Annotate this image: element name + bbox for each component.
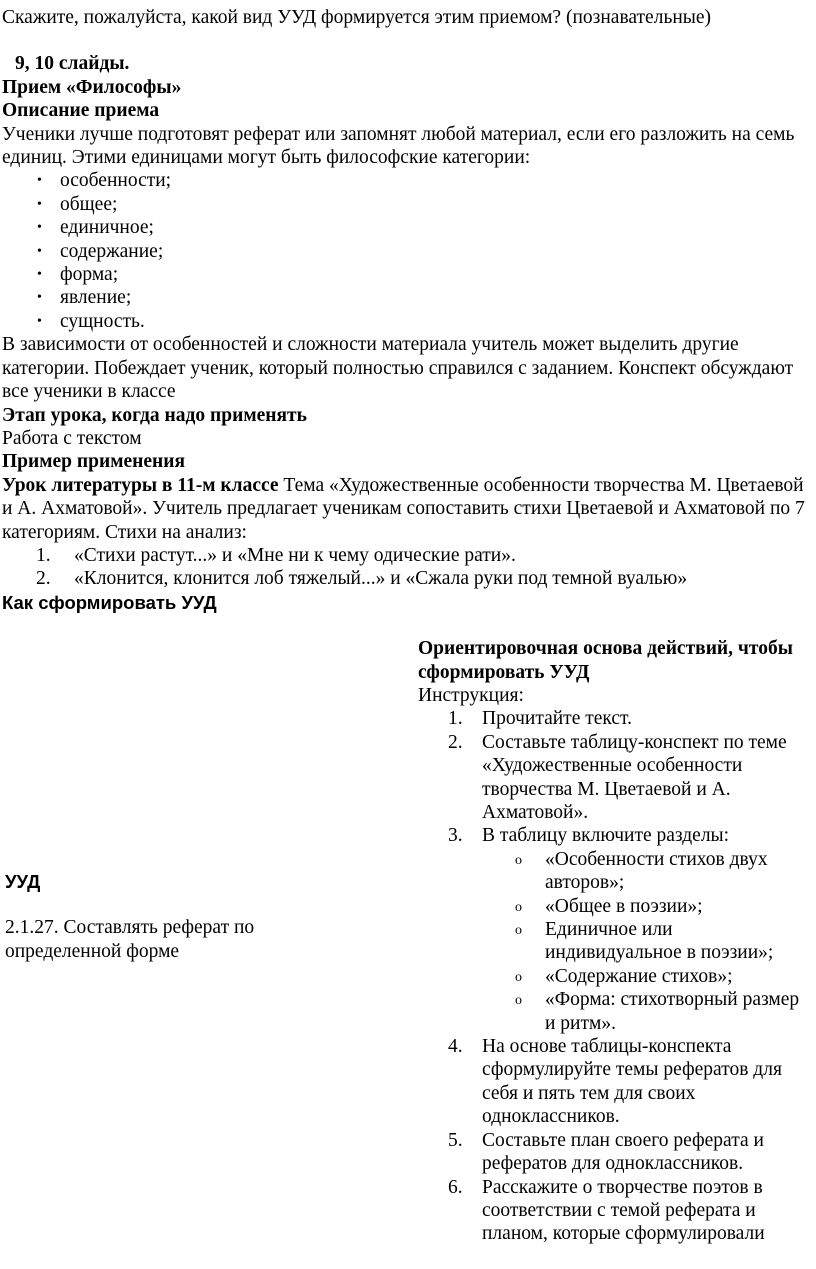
sections-list (418, 848, 814, 1035)
description-heading: Описание приема (2, 100, 160, 122)
circle-bullet-icon: o (515, 923, 522, 939)
technique-title: Прием «Философы» (2, 76, 182, 98)
description-text: Ученики лучше подготовят реферат или запомнят любой материал, если его разложить на семь единиц. Этими единицами могут быть философские категории: (2, 123, 795, 169)
bullet-icon: • (37, 267, 42, 283)
list-item: • особенности; (37, 170, 172, 192)
bullet-icon: • (37, 173, 42, 189)
uud-table (2, 614, 814, 1269)
list-item: 5. Составьте план своего реферата и рефератов для одноклассников. (448, 1129, 764, 1175)
basis-heading: Ориентировочная основа действий, чтобы сформировать УУД (418, 638, 793, 683)
example-heading: Пример применения (2, 451, 186, 473)
list-item: o «Особенности стихов двух авторов»; (515, 848, 768, 894)
list-item: • содержание; (37, 240, 164, 262)
list-item: o «Общее в поэзии»; (418, 895, 814, 918)
bullet-icon: • (37, 313, 42, 329)
example-paragraph (2, 474, 814, 544)
stage-heading: Этап урока, когда надо применять (2, 404, 307, 426)
poems-list (2, 544, 814, 591)
list-item: 4. На основе таблицы-конспекта сформулируйте темы рефератов для себя и пять тем для своих одноклассников. (448, 1036, 782, 1128)
list-item: • общее; (37, 193, 118, 215)
categories-list (2, 169, 814, 333)
list-item: 2. Составьте таблицу-конспект по теме «Художественные особенности творчества М. Цветаевой и А. Ахматовой». (448, 731, 787, 823)
basis-column (418, 614, 814, 1246)
how-heading: Как сформировать УУД (2, 591, 217, 613)
list-item: 1. «Стихи растут...» и «Мне ни к чему одические рати». (36, 544, 516, 566)
document-page (2, 6, 814, 1269)
list-item: o Единичное или индивидуальное в поэзии»; (515, 919, 774, 964)
circle-bullet-icon: o (515, 969, 522, 985)
slides-label: 9, 10 слайды. (15, 53, 130, 75)
list-item: o «Форма: стихотворный размер и ритм». (515, 989, 800, 1034)
steps-list-continued (418, 1035, 814, 1246)
circle-bullet-icon: o (515, 993, 522, 1009)
list-item: • явление; (37, 287, 132, 309)
list-item: • форма; (37, 264, 119, 286)
list-item: 3. В таблицу включите разделы: (448, 825, 730, 847)
list-item: 2. «Клонится, клонится лоб тяжелый...» и «Сжала руки под темной вуалью» (36, 568, 688, 590)
circle-bullet-icon: o (515, 899, 522, 915)
bullet-icon: • (37, 220, 42, 236)
question-text: Скажите, пожалуйста, какой вид УУД формируется этим приемом? (познавательные) (2, 7, 712, 28)
list-item: o «Содержание стихов»; (418, 965, 814, 988)
uud-text: 2.1.27. Составлять реферат по определенной форме (5, 917, 255, 962)
bullet-icon: • (37, 243, 42, 259)
circle-bullet-icon: o (515, 852, 522, 868)
uud-label: УУД (5, 871, 41, 893)
stage-text: Работа с текстом (2, 427, 142, 449)
example-text: Тема «Художественные особенности творчества М. Цветаевой и А. Ахматовой». Учитель предлагает ученикам сопоставить стихи Цветаевой и Ахматовой по 7 категориям. Стихи на анализ: (2, 474, 805, 543)
instruction-label: Инструкция: (418, 684, 524, 706)
bullet-icon: • (37, 290, 42, 306)
list-item: 6. Расскажите о творчестве поэтов в соответствии с темой реферата и планом, которые сформулировали (448, 1176, 765, 1245)
after-categories-text: В зависимости от особенностей и сложности материала учитель может выделить другие категории. Побеждает ученик, который полностью справился с заданием. Конспект обсуждают все ученики в классе (2, 334, 794, 403)
bullet-icon: • (37, 196, 42, 212)
example-lead: Урок литературы в 11-м классе (2, 474, 279, 496)
list-item: • сущность. (37, 310, 145, 332)
list-item: • единичное; (37, 217, 154, 239)
list-item: 1. Прочитайте текст. (448, 708, 632, 730)
steps-list (418, 707, 814, 847)
